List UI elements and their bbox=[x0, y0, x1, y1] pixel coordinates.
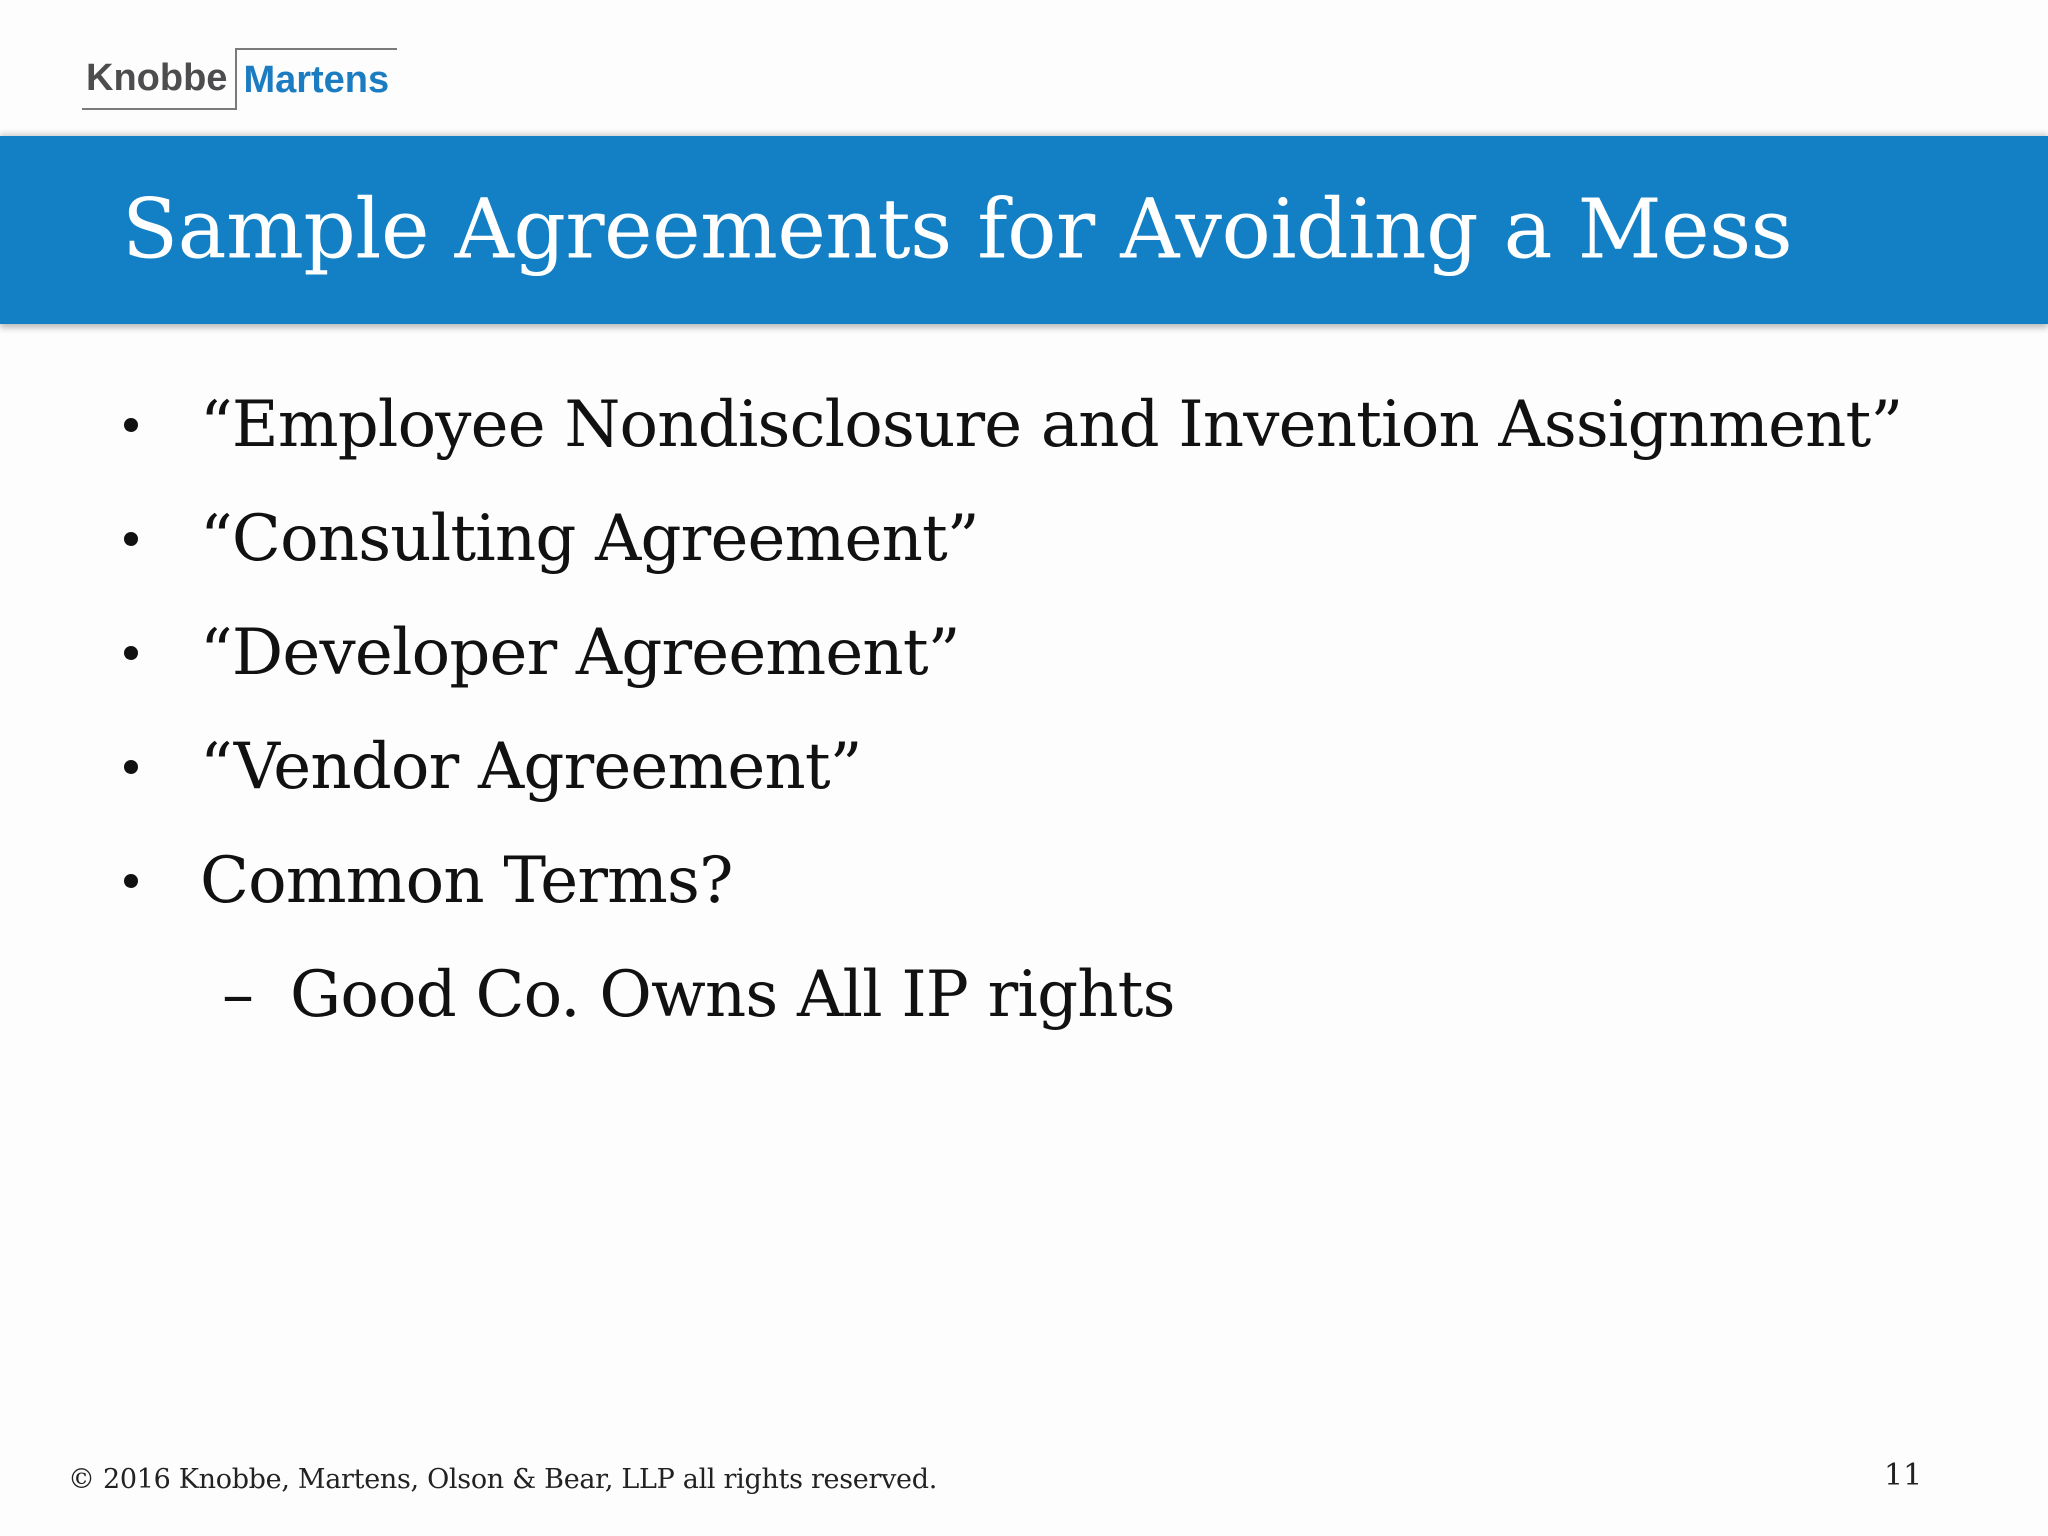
logo-text-martens: Martens bbox=[235, 48, 397, 110]
bullet-dot-icon bbox=[124, 418, 138, 432]
bullet-text: “Consulting Agreement” bbox=[200, 502, 979, 576]
bullet-dot-icon bbox=[124, 646, 138, 660]
bullet-text: “Vendor Agreement” bbox=[200, 730, 862, 804]
bullet-text: “Employee Nondisclosure and Invention Assignment” bbox=[200, 388, 1903, 462]
company-logo bbox=[82, 48, 397, 110]
sub-bullet-text: Good Co. Owns All IP rights bbox=[290, 958, 1175, 1032]
logo-text-knobbe: Knobbe bbox=[82, 48, 235, 110]
page-number: 11 bbox=[1884, 1458, 1923, 1493]
title-banner bbox=[0, 136, 2048, 324]
bullet-text: “Developer Agreement” bbox=[200, 616, 960, 690]
bullet-dot-icon bbox=[124, 760, 138, 774]
sub-bullet-dash: – bbox=[222, 958, 254, 1032]
bullet-dot-icon bbox=[124, 532, 138, 546]
slide-title: Sample Agreements for Avoiding a Mess bbox=[122, 182, 1793, 278]
copyright-footer: © 2016 Knobbe, Martens, Olson & Bear, LLP all rights reserved. bbox=[68, 1464, 937, 1495]
bullet-dot-icon bbox=[124, 874, 138, 888]
bullet-text: Common Terms? bbox=[200, 844, 733, 918]
